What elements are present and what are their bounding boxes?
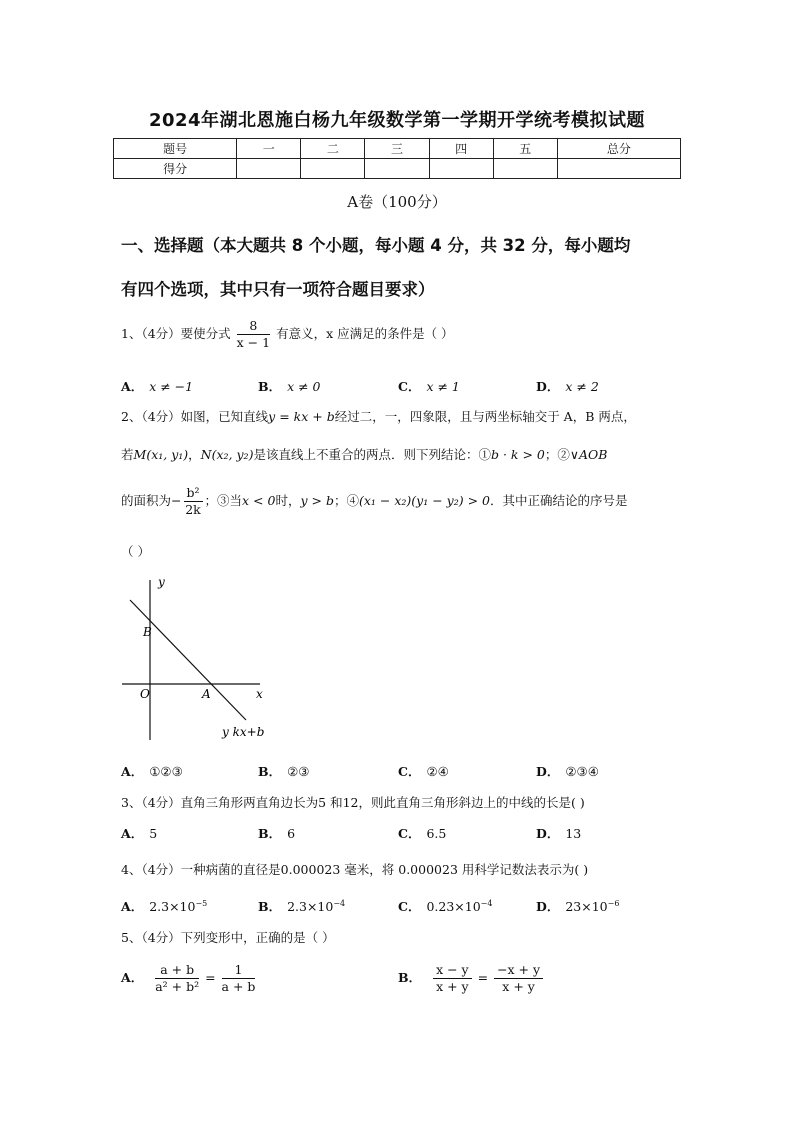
score-cell — [365, 159, 429, 179]
q2-cond: x < 0 — [242, 493, 276, 508]
option-base: 2.3×10 — [287, 899, 334, 914]
q1-fraction — [237, 318, 270, 351]
option-label: C． — [398, 899, 421, 914]
q2-text: 是该直线上不重合的两点．则下列结论：① — [253, 447, 491, 462]
score-header-cell: 总分 — [557, 139, 680, 159]
option-label: B． — [258, 826, 282, 841]
option-label: A． — [121, 764, 144, 779]
option-label: C． — [398, 826, 421, 841]
equals-sign: = — [205, 970, 216, 985]
option-label: D． — [536, 899, 560, 914]
page-title: 2024年湖北恩施白杨九年级数学第一学期开学统考模拟试题 — [148, 110, 646, 131]
frac-num: −x + y — [494, 962, 543, 979]
score-header-cell: 五 — [493, 139, 557, 159]
option-label: B． — [258, 379, 282, 394]
frac-den: a² + b² — [155, 979, 200, 994]
question-3: 3、（4分）直角三角形两直角边长为5 和12，则此直角三角形斜边上的中线的长是( ) — [121, 795, 585, 810]
part-heading: A卷（100分） — [347, 193, 447, 211]
q2-frac-den: 2k — [185, 502, 201, 517]
score-header-cell: 一 — [237, 139, 301, 159]
y-axis-label: y — [158, 575, 165, 589]
score-cell — [429, 159, 493, 179]
q2-text: 2、（4分）如图，已知直线 — [121, 409, 269, 424]
q1-suffix: 有意义，x 应满足的条件是（ ） — [276, 326, 454, 341]
line-equation-label: y kx+b — [222, 725, 265, 739]
option-label: B． — [258, 899, 282, 914]
option-label: A． — [121, 379, 144, 394]
option-label: C． — [398, 764, 421, 779]
q2-graph — [110, 572, 290, 747]
q2-answer-paren: （ ） — [121, 544, 150, 559]
q1-frac-num: 8 — [237, 318, 270, 335]
option-label: D． — [536, 764, 560, 779]
q2-expr: b · k > 0 — [490, 447, 545, 462]
option-label: A． — [121, 826, 144, 841]
q2-fraction — [184, 485, 203, 518]
x-axis-label: x — [256, 687, 263, 701]
frac-num: x − y — [433, 962, 472, 979]
q3-option-d[interactable] — [536, 824, 581, 842]
q3-option-c[interactable] — [398, 824, 446, 842]
score-table — [113, 138, 681, 179]
question-2-line2 — [121, 445, 607, 463]
q2-point-n: N(x₂, y₂) — [200, 447, 254, 462]
option-label: A． — [121, 970, 144, 985]
section-heading-line1: 一、选择题（本大题共 8 个小题，每小题 4 分，共 32 分，每小题均 — [121, 236, 631, 255]
question-5: 5、（4分）下列变形中，正确的是（ ） — [121, 930, 335, 945]
q4-option-d[interactable] — [536, 897, 619, 915]
frac-den: x + y — [502, 979, 535, 994]
frac-num: 1 — [222, 962, 256, 979]
q3-option-b[interactable] — [258, 824, 295, 842]
option-text: ②③ — [287, 764, 310, 779]
question-2-line1 — [121, 407, 636, 425]
q2-point-m: M(x₁, y₁) — [133, 447, 189, 462]
score-cell — [237, 159, 301, 179]
score-row-label: 得分 — [114, 159, 237, 179]
q2-text: ；③当 — [204, 493, 243, 508]
score-header-cell: 题号 — [114, 139, 237, 159]
score-cell — [557, 159, 680, 179]
q2-option-b[interactable] — [258, 762, 310, 780]
q2-text: ；④ — [333, 493, 359, 508]
option-text: x ≠ −1 — [149, 379, 194, 394]
option-text: 5 — [149, 826, 158, 841]
q1-option-b[interactable] — [258, 377, 321, 395]
point-b-label: B — [143, 625, 152, 639]
score-cell — [301, 159, 365, 179]
option-label: B． — [258, 764, 282, 779]
q4-option-b[interactable] — [258, 897, 345, 915]
point-a-label: A — [202, 687, 211, 701]
score-header-cell: 三 — [365, 139, 429, 159]
q5-option-b[interactable] — [398, 962, 545, 995]
option-label: D． — [536, 826, 560, 841]
q2-text: ；② — [544, 447, 570, 462]
option-text: ②④ — [426, 764, 449, 779]
q2-text: ， — [188, 447, 201, 462]
q2-cond: y > b — [300, 493, 334, 508]
q4-option-a[interactable] — [121, 897, 207, 915]
option-exp: −5 — [195, 898, 208, 908]
q2-text: 时， — [275, 493, 301, 508]
q5b-right-fraction — [494, 962, 543, 995]
q2-triangle: ∨AOB — [569, 447, 608, 462]
q2-frac-num: b² — [184, 485, 203, 502]
q2-equation: y = kx + b — [268, 409, 335, 424]
score-table-header-row — [114, 139, 681, 159]
option-exp: −6 — [607, 898, 620, 908]
option-base: 23×10 — [565, 899, 608, 914]
graph-line — [130, 600, 246, 720]
score-header-cell: 四 — [429, 139, 493, 159]
equals-sign: = — [477, 970, 489, 985]
frac-den: a + b — [221, 979, 256, 994]
origin-label: O — [140, 687, 150, 701]
option-text: x ≠ 1 — [426, 379, 460, 394]
section-heading-line2: 有四个选项，其中只有一项符合题目要求） — [121, 280, 435, 299]
q5b-left-fraction — [433, 962, 472, 995]
q2-text: 若 — [121, 447, 134, 462]
option-base: 2.3×10 — [149, 899, 196, 914]
q2-option-a[interactable] — [121, 762, 183, 780]
score-header-cell: 二 — [301, 139, 365, 159]
option-text: ②③④ — [565, 764, 599, 779]
q1-option-d[interactable] — [536, 377, 599, 395]
q1-option-a[interactable] — [121, 377, 193, 395]
option-label: D． — [536, 379, 560, 394]
q2-expr: (x₁ − x₂)(y₁ − y₂) > 0 — [358, 493, 490, 508]
option-text: x ≠ 0 — [287, 379, 321, 394]
option-text: 6 — [287, 826, 296, 841]
question-1 — [121, 318, 454, 351]
q1-frac-den: x − 1 — [236, 335, 271, 350]
option-base: 0.23×10 — [426, 899, 481, 914]
q4-option-c[interactable] — [398, 897, 492, 915]
score-table-score-row — [114, 159, 681, 179]
q2-text: ．其中正确结论的序号是 — [489, 493, 628, 508]
option-exp: −4 — [480, 898, 493, 908]
option-label: B． — [398, 970, 422, 985]
q2-option-c[interactable] — [398, 762, 449, 780]
question-2-line3 — [121, 485, 628, 518]
option-text: 13 — [565, 826, 582, 841]
q5a-left-fraction — [155, 962, 199, 995]
option-text: x ≠ 2 — [565, 379, 599, 394]
option-label: A． — [121, 899, 144, 914]
q2-option-d[interactable] — [536, 762, 599, 780]
q1-option-c[interactable] — [398, 377, 460, 395]
option-text: ①②③ — [149, 764, 183, 779]
q5a-right-fraction — [222, 962, 256, 995]
score-cell — [493, 159, 557, 179]
frac-den: x + y — [436, 979, 469, 994]
q1-prefix: 1、（4分）要使分式 — [121, 326, 231, 341]
q2-text: 经过二，一，四象限，且与两坐标轴交于 A，B 两点， — [334, 409, 636, 424]
option-label: C． — [398, 379, 421, 394]
option-text: 6.5 — [426, 826, 447, 841]
frac-num: a + b — [155, 962, 199, 979]
question-4: 4、（4分）一种病菌的直径是0.000023 毫米，将 0.000023 用科学记数法表示为( ) — [121, 862, 589, 877]
q5-option-a[interactable] — [121, 962, 257, 995]
q3-option-a[interactable] — [121, 824, 157, 842]
option-exp: −4 — [333, 898, 346, 908]
q2-text: 的面积为 — [121, 493, 172, 508]
q2-minus: − — [171, 493, 182, 508]
